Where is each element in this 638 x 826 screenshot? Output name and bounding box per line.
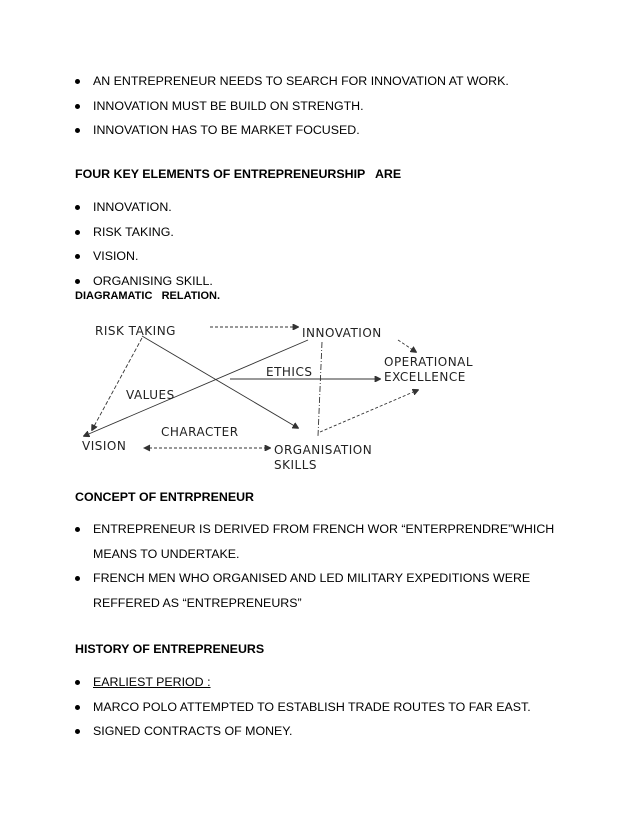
list-item: [75, 566, 554, 615]
edge-risk-organisation: [142, 336, 298, 428]
list-item-text: REFFERED AS “ENTREPRENEURS”: [93, 595, 302, 610]
list-item: [75, 69, 509, 94]
list-item-text: INNOVATION HAS TO BE MARKET FOCUSED.: [93, 123, 360, 137]
diagram-heading: DIAGRAMATIC RELATION.: [75, 290, 221, 302]
bullet-icon: [75, 729, 80, 734]
bullet-icon: [75, 705, 80, 710]
list-item-text: INNOVATION.: [93, 200, 172, 214]
bullet-icon: [75, 230, 80, 235]
concept-list: [75, 517, 554, 615]
arrowhead-vision-start: [144, 445, 150, 451]
list-item-text: INNOVATION MUST BE BUILD ON STRENGTH.: [93, 98, 364, 113]
node-innovation: INNOVATION: [302, 326, 382, 340]
list-item: [75, 195, 213, 220]
history-list: [75, 670, 531, 744]
bullet-icon: [75, 279, 80, 284]
node-risk-taking: RISK TAKING: [95, 324, 176, 338]
intro-list: [75, 69, 509, 143]
node-organisation-line1: ORGANISATION: [274, 443, 373, 457]
edge-risk-vision: [92, 338, 142, 430]
list-item-text: EARLIEST PERIOD :: [93, 675, 211, 689]
bullet-icon: [75, 104, 80, 109]
list-item-text: MEANS TO UNDERTAKE.: [93, 546, 240, 561]
list-item-text: ORGANISING SKILL.: [93, 273, 213, 288]
node-ethics: ETHICS: [266, 365, 313, 379]
list-item-text: MARCO POLO ATTEMPTED TO ESTABLISH TRADE ROUTES TO FAR EAST.: [93, 699, 531, 714]
concept-heading: CONCEPT OF ENTRPRENEUR: [75, 490, 254, 504]
list-item: [75, 244, 213, 269]
bullet-icon: [75, 527, 80, 532]
list-item-text: RISK TAKING.: [93, 224, 174, 239]
edge-innovation-vision: [84, 340, 308, 436]
bullet-icon: [75, 576, 80, 581]
key-elements-list: [75, 195, 213, 293]
bullet-icon: [75, 128, 80, 133]
list-item: [75, 220, 213, 245]
node-vision: VISION: [82, 439, 127, 453]
bullet-icon: [75, 680, 80, 685]
list-item: [75, 94, 509, 119]
key-elements-heading: FOUR KEY ELEMENTS OF ENTREPRENEURSHIP ARE: [75, 167, 402, 181]
bullet-icon: [75, 254, 80, 259]
edge-innovation-operational: [398, 340, 416, 352]
list-item: [75, 670, 531, 695]
node-organisation-line2: SKILLS: [274, 458, 318, 472]
list-item: [75, 695, 531, 720]
history-heading: HISTORY OF ENTREPRENEURS: [75, 642, 265, 656]
relation-diagram: [60, 318, 500, 480]
edge-innovation-organisation: [318, 342, 322, 436]
node-operational-line2: EXCELLENCE: [384, 370, 466, 384]
list-item-text: AN ENTREPRENEUR NEEDS TO SEARCH FOR INNOVATION AT WORK.: [93, 74, 509, 88]
list-item-text: ENTREPRENEUR IS DERIVED FROM FRENCH WOR “ENTERPRENDRE”WHICH: [93, 522, 555, 536]
list-item: [75, 118, 509, 143]
list-item-text: SIGNED CONTRACTS OF MONEY.: [93, 724, 293, 738]
bullet-icon: [75, 205, 80, 210]
list-item: [75, 719, 531, 744]
list-item-text: FRENCH MEN WHO ORGANISED AND LED MILITARY EXPEDITIONS WERE: [93, 571, 531, 585]
node-character: CHARACTER: [161, 425, 239, 439]
node-operational-line1: OPERATIONAL: [384, 355, 474, 369]
list-item-text: VISION.: [93, 249, 139, 263]
edge-organisation-operational: [320, 390, 418, 432]
node-values: VALUES: [126, 388, 175, 402]
bullet-icon: [75, 79, 80, 84]
list-item: [75, 517, 554, 566]
